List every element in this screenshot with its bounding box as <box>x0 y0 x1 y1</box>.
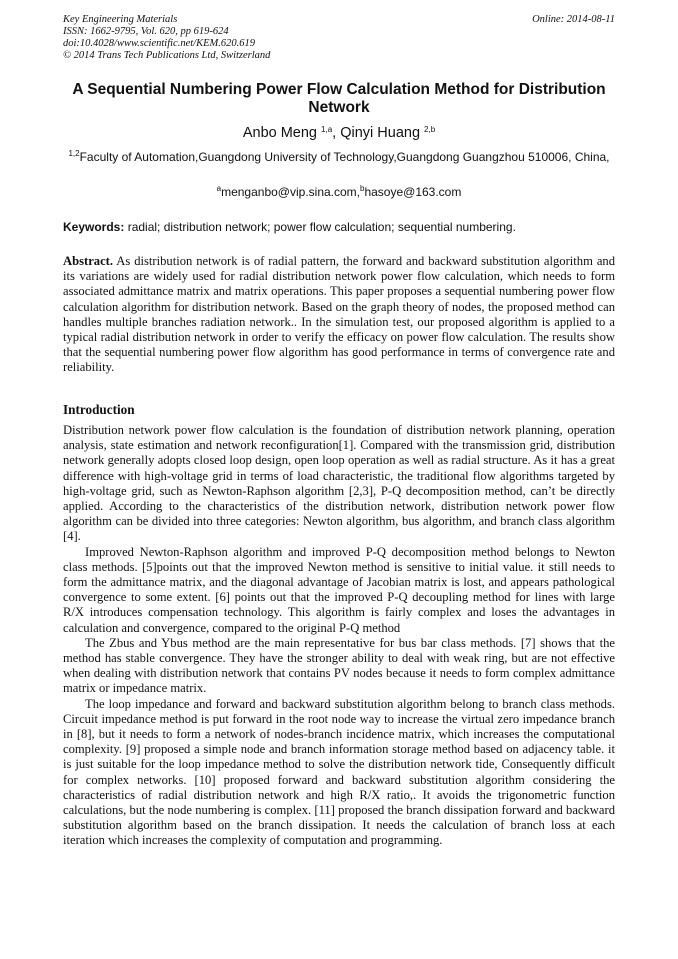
introduction-body <box>63 423 615 849</box>
abstract-label: Abstract. <box>63 254 114 268</box>
intro-paragraph-3: The Zbus and Ybus method are the main representative for bus bar class methods. [7] shows that the method has stable convergence. They have the stronger ability to deal with weak ring, but are not effective when dealing with distribution network that contains PV nodes because it needs to form complex admittance matrix or impedance matrix. <box>63 635 615 696</box>
email-b-sup: b <box>360 184 365 193</box>
author-2-name: Qinyi Huang <box>340 125 425 141</box>
introduction-heading: Introduction <box>63 402 135 417</box>
keywords <box>63 219 615 235</box>
journal-header <box>63 14 270 62</box>
journal-name: Key Engineering Materials <box>63 14 178 25</box>
online-date: Online: 2014-08-11 <box>532 14 615 25</box>
keywords-label: Keywords: <box>63 220 125 234</box>
email-b: hasoye@163.com <box>364 185 462 199</box>
email-line <box>63 184 615 200</box>
journal-copyright: © 2014 Trans Tech Publications Ltd, Switzerland <box>63 50 271 61</box>
journal-issn: ISSN: 1662-9795, Vol. 620, pp 619-624 <box>63 26 229 37</box>
intro-paragraph-4: The loop impedance and forward and backward substitution algorithm belong to branch class methods. Circuit impedance method is put forward in the root node way to increase the virtual zero impedance branch in [8], but it needs to form a network of nodes-branch incidence matrix, which increases the computational complexity. [9] proposed a simple node and branch information storage method based on adjacency table. it is just suitable for the loop impedance method to solve the distribution network tide, Consequently difficult for complex networks. [10] proposed forward and backward substitution algorithm considering the characteristics of radial distribution network and high R/X ratio,. It avoids the trigonometric function calculations, but the node numbering is complex. [11] proposed the branch dissipation forward and backward substitution algorithm based on the branch dissipation. It needs the calculation of branch loss at each iteration which increases the complexity of computation and programming. <box>63 696 615 848</box>
journal-doi: doi:10.4028/www.scientific.net/KEM.620.619 <box>63 38 255 49</box>
affiliation <box>63 149 615 165</box>
email-a-sup: a <box>216 184 222 193</box>
intro-paragraph-2: Improved Newton-Raphson algorithm and improved P-Q decomposition method belongs to Newton class methods. [5]points out that the improved Newton method is sensitive to initial value. it still needs to form the admittance matrix, and the diagonal advantage of Jacobian matrix is lost, and appears pathological convergence to some extent. [6] points out that the improved P-Q decoupling method for lines with large R/X introduces compensation technology. This algorithm is fairly complex and loses the advantages in calculation and convergence, compared to the original P-Q method <box>63 544 615 635</box>
author-1-name: Anbo Meng <box>242 125 322 141</box>
author-1-sup: 1,a <box>321 125 333 134</box>
paper-title: A Sequential Numbering Power Flow Calculation Method for Distribution Network <box>72 81 606 116</box>
abstract <box>63 254 615 376</box>
abstract-text: As distribution network is of radial pattern, the forward and backward substitution algorithm and its variations are widely used for radial distribution network power flow calculation, which needs to form associated admittance matrix and matrix operations. This paper proposes a sequential numbering power flow calculation algorithm for distribution network. Based on the graph theory of nodes, the proposed method can handles multiple branches radiation network.. In the simulation test, our proposed algorithm is applied to a typical radial distribution network in order to verify the efficacy on power flow calculation. The results show that the sequential numbering power flow algorithm has good performance in terms of convergence rate and reliability. <box>63 254 615 375</box>
email-a: menganbo@vip.sina.com, <box>221 185 360 199</box>
author-2-sup: 2,b <box>424 125 436 134</box>
author-separator: , <box>332 125 341 141</box>
author-line <box>50 124 628 142</box>
affiliation-sup: 1,2 <box>68 149 80 158</box>
keywords-text: radial; distribution network; power flow calculation; sequential numbering. <box>124 220 516 234</box>
affiliation-text: Faculty of Automation,Guangdong University of Technology,Guangdong Guangzhou 510006, China, <box>79 150 610 164</box>
intro-paragraph-1: Distribution network power flow calculation is the foundation of distribution network planning, operation analysis, state estimation and network reconfiguration[1]. Compared with the transmission grid, distribution network generally adopts closed loop design, open loop operation as well as radial structure. As it has a great difference with high-voltage grid in terms of load characteristic, the traditional flow algorithms targeted by high-voltage grid, such as Newton-Raphson algorithm [2,3], P-Q decomposition method, can’t be directly applied. According to the characteristics of the distribution network, distribution network power flow algorithm can be divided into three categories: Newton algorithm, bus algorithm, and branch class algorithm [4]. <box>63 423 615 544</box>
